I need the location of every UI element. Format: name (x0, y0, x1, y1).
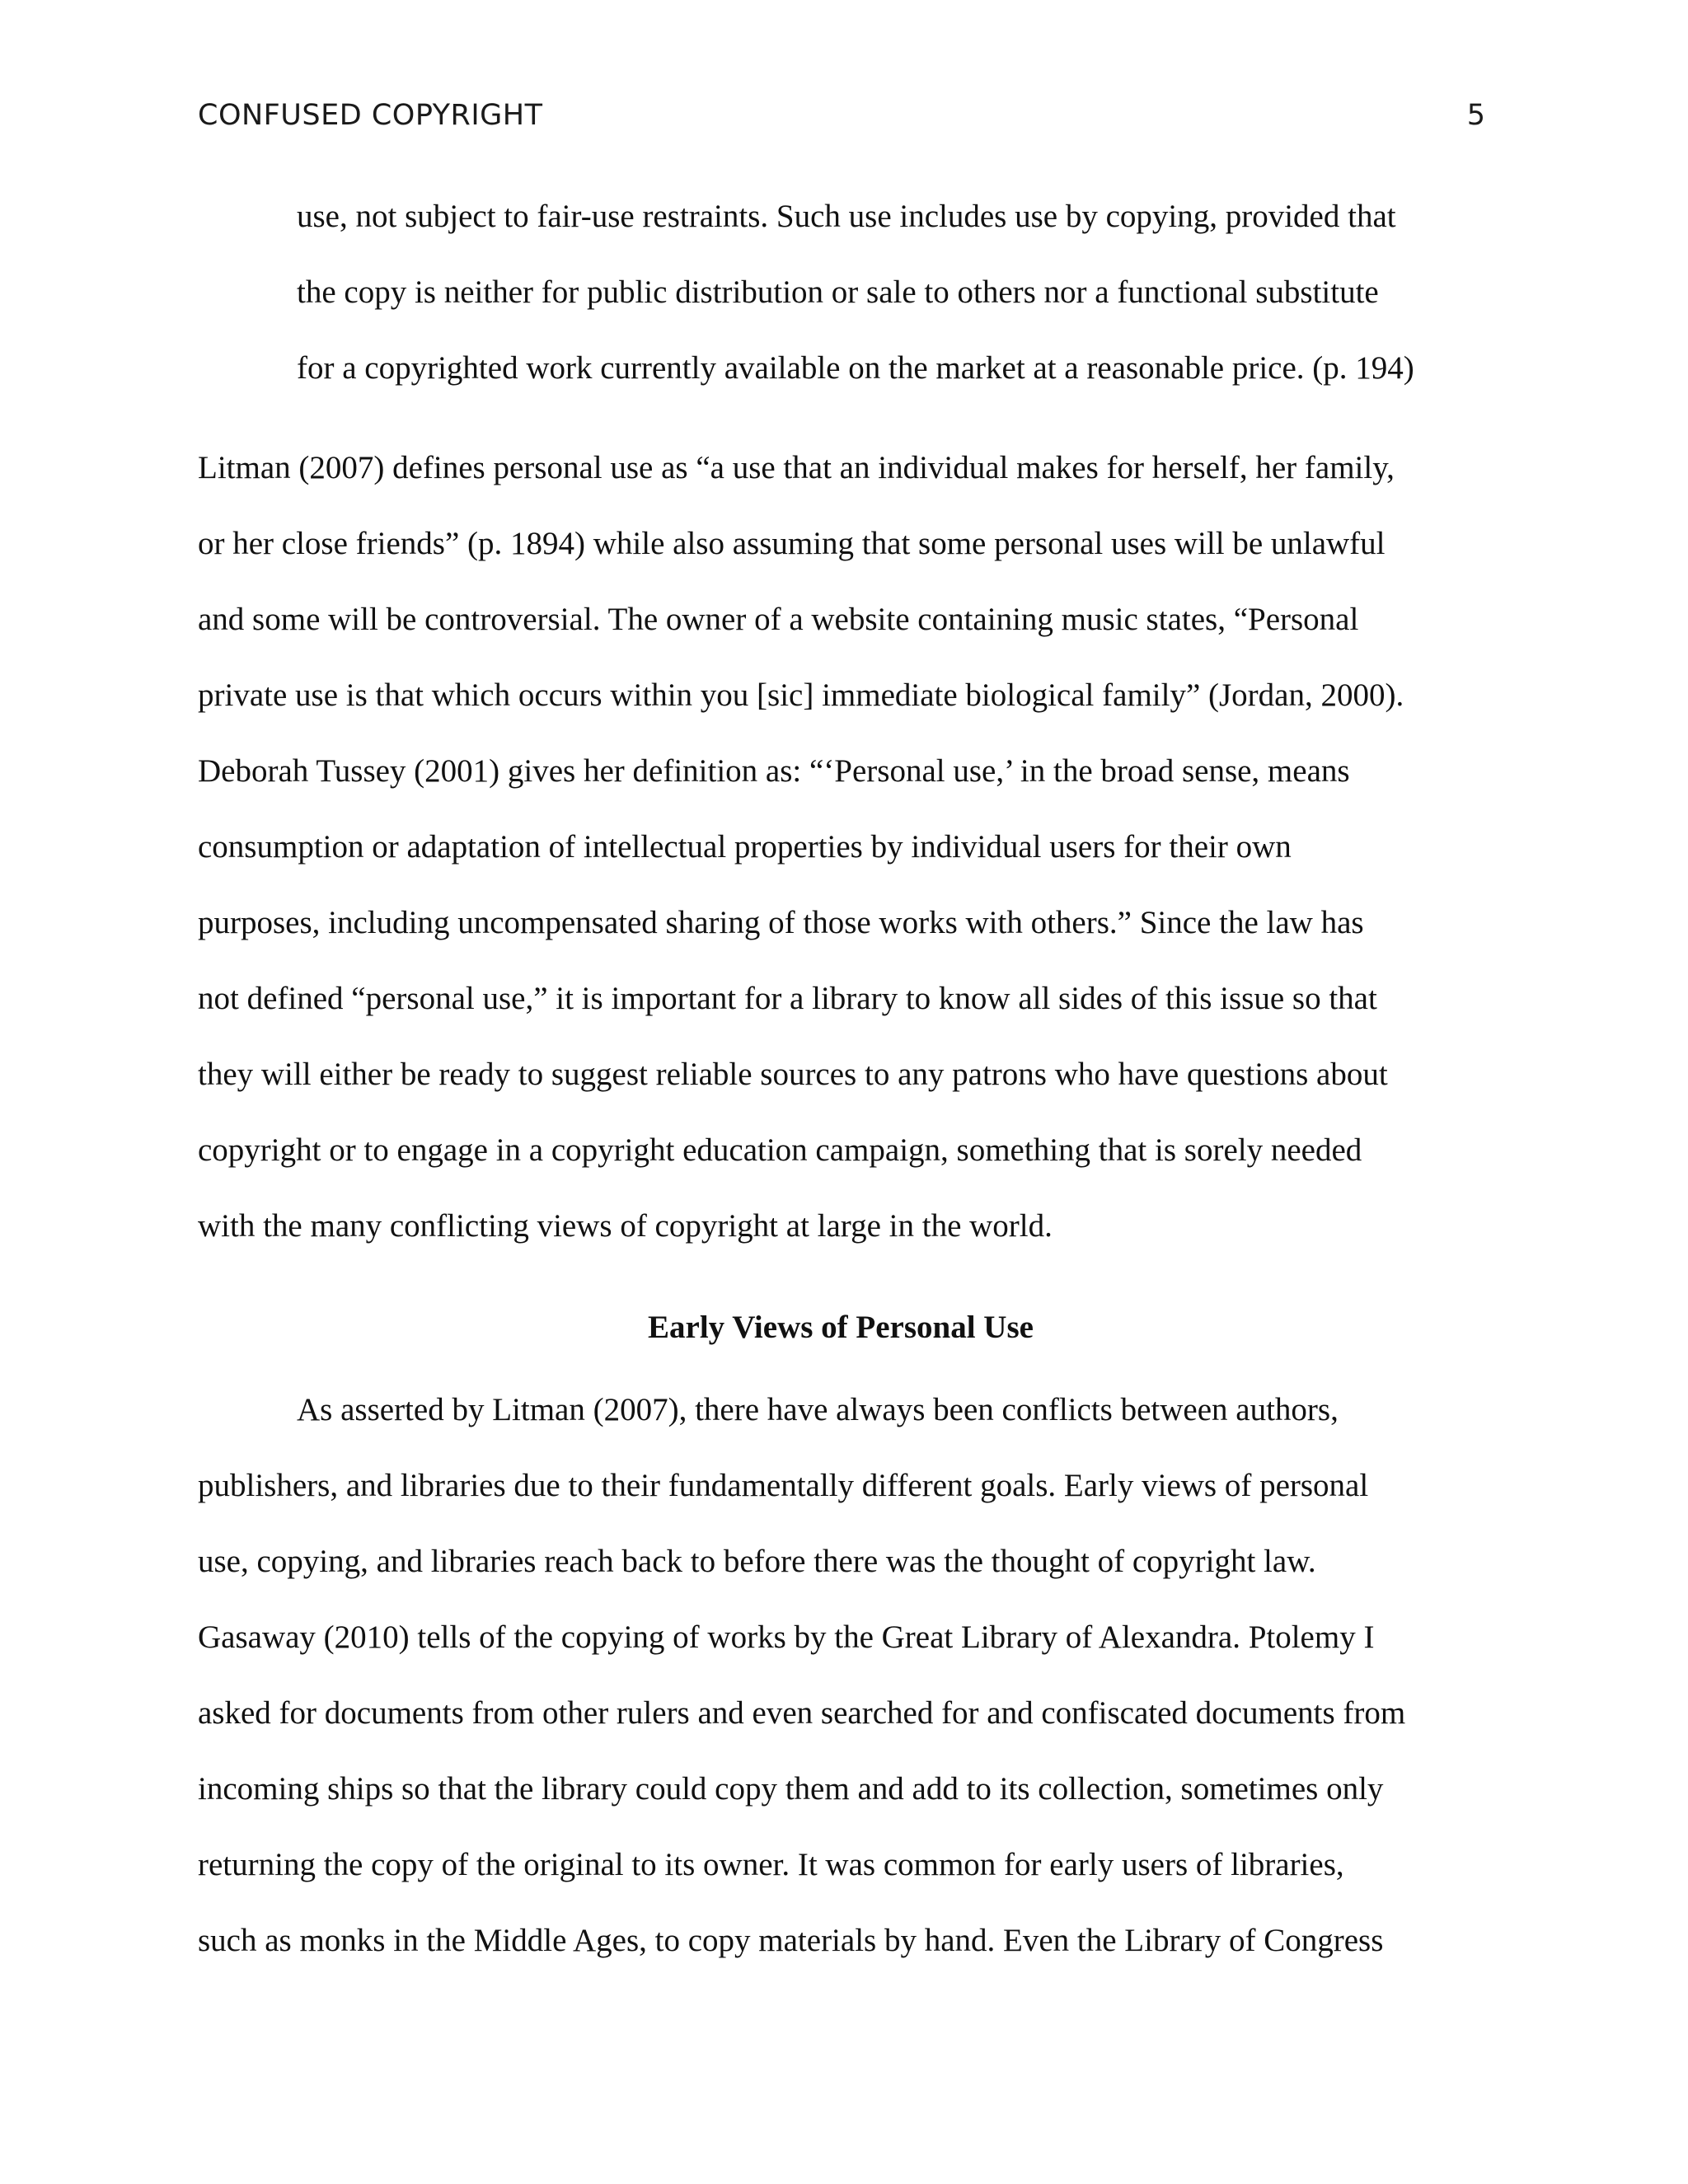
paragraph-line: incoming ships so that the library could copy them and add to its collection, sometimes only (198, 1771, 1384, 1807)
paragraph-line: publishers, and libraries due to their fundamentally different goals. Early views of personal (198, 1468, 1369, 1503)
paragraph-line: private use is that which occurs within you [sic] immediate biological family” (Jordan, 2000). (198, 677, 1404, 713)
paragraph-line: they will either be ready to suggest reliable sources to any patrons who have questions about (198, 1057, 1388, 1092)
paragraph-line: returning the copy of the original to its owner. It was common for early users of libraries, (198, 1847, 1344, 1882)
running-head: CONFUSED COPYRIGHT (198, 99, 543, 132)
paragraph-line: with the many conflicting views of copyright at large in the world. (198, 1208, 1053, 1244)
section-heading: Early Views of Personal Use (648, 1310, 1034, 1345)
paragraph-line: Deborah Tussey (2001) gives her definition as: “‘Personal use,’ in the broad sense, means (198, 753, 1350, 789)
paragraph-line: purposes, including uncompensated sharing of those works with others.” Since the law has (198, 905, 1364, 940)
quote-line: for a copyrighted work currently available on the market at a reasonable price. (p. 194) (297, 350, 1414, 386)
paragraph-line: or her close friends” (p. 1894) while also assuming that some personal uses will be unlawful (198, 526, 1386, 561)
paragraph-line: consumption or adaptation of intellectual properties by individual users for their own (198, 829, 1292, 865)
paragraph-line: and some will be controversial. The owner of a website containing music states, “Personal (198, 602, 1359, 637)
page-number: 5 (1466, 99, 1485, 132)
paragraph-line: use, copying, and libraries reach back to before there was the thought of copyright law. (198, 1544, 1316, 1579)
paragraph-line: Litman (2007) defines personal use as “a use that an individual makes for herself, her family, (198, 450, 1395, 485)
paragraph-line: not defined “personal use,” it is important for a library to know all sides of this issue so that (198, 981, 1377, 1016)
quote-line: the copy is neither for public distribution or sale to others nor a functional substitute (297, 274, 1379, 310)
paragraph-line: As asserted by Litman (2007), there have always been conflicts between authors, (297, 1392, 1339, 1427)
paragraph-line: such as monks in the Middle Ages, to copy materials by hand. Even the Library of Congress (198, 1923, 1384, 1958)
paragraph-line: copyright or to engage in a copyright education campaign, something that is sorely needed (198, 1132, 1362, 1168)
paragraph-line: asked for documents from other rulers and even searched for and confiscated documents from (198, 1695, 1406, 1731)
paragraph-line: Gasaway (2010) tells of the copying of works by the Great Library of Alexandra. Ptolemy I (198, 1619, 1375, 1655)
quote-line: use, not subject to fair-use restraints. Such use includes use by copying, provided that (297, 199, 1396, 234)
